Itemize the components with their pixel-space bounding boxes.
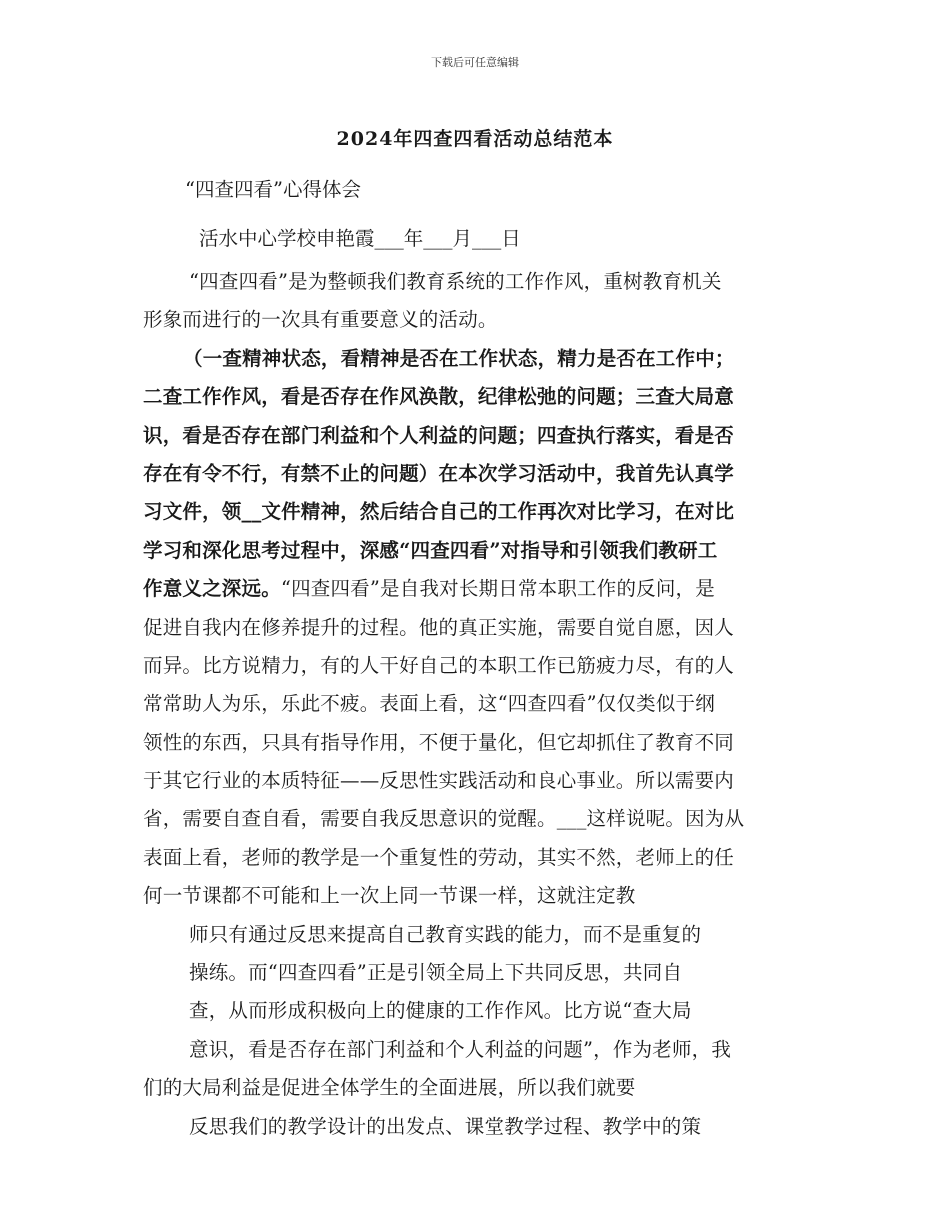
body-line xyxy=(143,570,813,608)
body-line-rest: “四查四看”是自我对长期日常本职工作的反问，是 xyxy=(280,577,715,601)
body-line: （一查精神状态，看精神是否在工作状态，精力是否在工作中； xyxy=(183,346,735,370)
body-line: 促进自我内在修养提升的过程。他的真正实施，需要自觉自愿，因人 xyxy=(143,615,735,639)
body-line: 常常助人为乐，乐此不疲。表面上看，这“四查四看”仅仅类似于纲 xyxy=(143,692,715,716)
body-line: 表面上看，老师的教学是一个重复性的劳动，其实不然，老师上的任 xyxy=(143,845,735,869)
body-line: 意识，看是否存在部门利益和个人利益的问题”，作为老师，我 xyxy=(189,1037,732,1061)
header-note: 下载后可任意编辑 xyxy=(431,56,519,69)
body-text xyxy=(143,263,813,1146)
body-line: 习文件，领__文件精神，然后结合自己的工作再次对比学习，在对比 xyxy=(143,500,735,524)
document-title: 2024年四查四看活动总结范本 xyxy=(336,128,614,150)
body-line: 反思我们的教学设计的出发点、课堂教学过程、教学中的策 xyxy=(189,1114,702,1138)
body-line: 形象而进行的一次具有重要意义的活动。 xyxy=(143,308,498,332)
body-line: 识，看是否存在部门利益和个人利益的问题；四查执行落实，看是否 xyxy=(143,423,735,447)
body-line: 于其它行业的本质特征——反思性实践活动和良心事业。所以需要内 xyxy=(143,769,735,793)
author-date-line: 活水中心学校申艳霞___年___月___日 xyxy=(199,227,521,250)
body-line: 师只有通过反思来提高自己教育实践的能力，而不是重复的 xyxy=(189,922,702,946)
document-subtitle: “四查四看”心得体会 xyxy=(185,178,361,201)
body-line-bold: 作意义之深远。 xyxy=(143,577,281,601)
body-line: 二查工作作风，看是否存在作风涣散，纪律松弛的问题；三查大局意 xyxy=(143,385,735,409)
body-line: 学习和深化思考过程中，深感“四查四看”对指导和引领我们教研工 xyxy=(143,538,718,562)
body-line: 操练。而“四查四看”正是引领全局上下共同反思，共同自 xyxy=(189,961,683,985)
body-line: 省，需要自查自看，需要自我反思意识的觉醒。___这样说呢。因为从 xyxy=(143,807,745,831)
body-line: “四查四看”是为整顿我们教育系统的工作作风，重树教育机关 xyxy=(189,270,722,293)
body-line: 查，从而形成积极向上的健康的工作作风。比方说“查大局 xyxy=(189,999,692,1023)
body-line: 们的大局利益是促进全体学生的全面进展，所以我们就要 xyxy=(143,1076,636,1100)
body-line: 领性的东西，只具有指导作用，不便于量化，但它却抓住了教育不同 xyxy=(143,730,735,754)
body-line: 何一节课都不可能和上一次上同一节课一样，这就注定教 xyxy=(143,884,636,908)
body-line: 存在有令不行，有禁不止的问题）在本次学习活动中，我首先认真学 xyxy=(143,461,735,485)
body-line: 而异。比方说精力，有的人干好自己的本职工作已筋疲力尽，有的人 xyxy=(143,653,735,677)
